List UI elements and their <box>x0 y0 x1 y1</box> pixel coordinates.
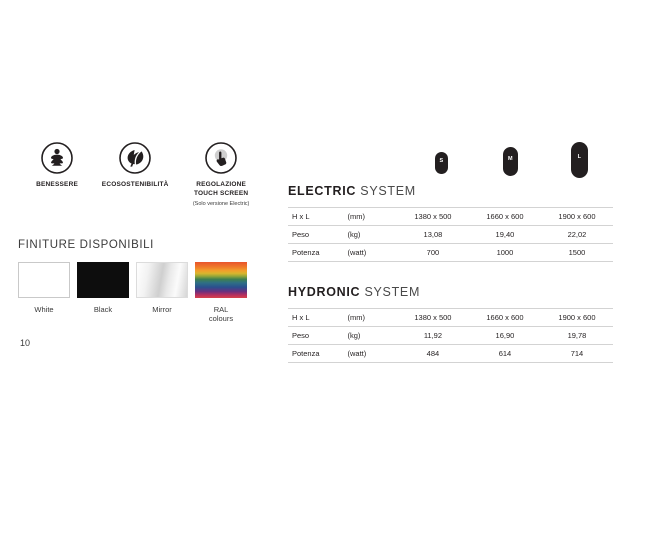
size-pill-l <box>571 142 588 178</box>
hydronic-system-title-suffix: SYSTEM <box>364 285 421 299</box>
table-row <box>288 208 613 226</box>
electric-row2-value-l: 1500 <box>541 244 613 262</box>
feature-touch-label-line2: TOUCH SCREEN <box>193 189 249 197</box>
right-column <box>288 140 613 363</box>
hydronic-row2-value-l: 714 <box>541 345 613 363</box>
hydronic-row0-value-l: 1900 x 600 <box>541 309 613 327</box>
finishes-swatch-row <box>18 262 268 325</box>
feature-wellness <box>18 140 96 190</box>
electric-system-title-suffix: SYSTEM <box>360 184 416 198</box>
hydronic-row0-label: H x L <box>288 309 347 327</box>
left-column <box>18 140 268 324</box>
electric-row1-value-l: 22,02 <box>541 226 613 244</box>
hydronic-row1-value-l: 19,78 <box>541 327 613 345</box>
touch-screen-icon <box>174 140 268 176</box>
feature-icon-row <box>18 140 268 207</box>
swatch-cell-mirror <box>136 262 188 325</box>
table-row <box>288 309 613 327</box>
feature-eco <box>96 140 174 190</box>
feature-wellness-label: BENESSERE <box>36 181 79 188</box>
hydronic-row0-value-m: 1660 x 600 <box>469 309 541 327</box>
hydronic-row0-unit: (mm) <box>347 309 396 327</box>
hydronic-row2-value-s: 484 <box>397 345 469 363</box>
hydronic-row1-value-s: 11,92 <box>397 327 469 345</box>
white-swatch-caption: White <box>34 304 54 314</box>
hydronic-row1-unit: (kg) <box>347 327 396 345</box>
mirror-swatch <box>136 262 188 298</box>
section-gap <box>288 262 613 285</box>
electric-row1-label: Peso <box>288 226 347 244</box>
black-swatch <box>77 262 129 298</box>
table-row <box>288 345 613 363</box>
electric-row2-value-m: 1000 <box>469 244 541 262</box>
size-pill-s <box>435 152 448 174</box>
size-pill-l-label: L <box>577 154 582 160</box>
table-row <box>288 226 613 244</box>
hydronic-row1-value-m: 16,90 <box>469 327 541 345</box>
ral-swatch-caption-line2: colours <box>208 314 234 324</box>
swatch-cell-black <box>77 262 129 325</box>
feature-touch-screen <box>174 140 268 207</box>
electric-row0-value-s: 1380 x 500 <box>397 208 469 226</box>
table-row <box>288 327 613 345</box>
hydronic-row2-value-m: 614 <box>469 345 541 363</box>
hydronic-row2-unit: (watt) <box>347 345 396 363</box>
swatch-cell-ral <box>195 262 247 325</box>
hydronic-row0-value-s: 1380 x 500 <box>397 309 469 327</box>
electric-spec-table <box>288 207 613 262</box>
white-swatch <box>18 262 70 298</box>
size-pill-m <box>503 147 518 176</box>
hydronic-system-title-bold: HYDRONIC <box>288 285 361 299</box>
black-swatch-caption: Black <box>93 304 113 314</box>
electric-row2-label: Potenza <box>288 244 347 262</box>
feature-eco-label: ECOSOSTENIBILITÀ <box>101 181 169 188</box>
table-row <box>288 244 613 262</box>
electric-row1-unit: (kg) <box>347 226 396 244</box>
ral-swatch-caption-line1: RAL <box>213 304 229 314</box>
size-pill-m-label: M <box>508 156 513 162</box>
hydronic-spec-table <box>288 308 613 363</box>
mirror-swatch-caption: Mirror <box>152 304 172 314</box>
hydronic-system-title <box>288 285 613 299</box>
page-number: 10 <box>20 338 31 348</box>
swatch-cell-white <box>18 262 70 325</box>
ral-swatch <box>195 262 247 298</box>
electric-row1-value-s: 13,08 <box>397 226 469 244</box>
electric-row0-value-l: 1900 x 600 <box>541 208 613 226</box>
wellness-icon <box>18 140 96 176</box>
electric-system-title-bold: ELECTRIC <box>288 184 357 198</box>
hydronic-row1-label: Peso <box>288 327 347 345</box>
eco-sustainability-icon <box>96 140 174 176</box>
feature-touch-note: (Solo versione Electric) <box>192 200 250 207</box>
electric-row2-unit: (watt) <box>347 244 396 262</box>
electric-system-title <box>288 184 613 198</box>
electric-row0-label: H x L <box>288 208 347 226</box>
size-pill-s-label: S <box>439 158 444 164</box>
electric-row0-value-m: 1660 x 600 <box>469 208 541 226</box>
feature-touch-label-line1: REGOLAZIONE <box>196 181 247 188</box>
finishes-title: FINITURE DISPONIBILI <box>18 238 154 251</box>
electric-row2-value-s: 700 <box>397 244 469 262</box>
electric-row0-unit: (mm) <box>347 208 396 226</box>
electric-row1-value-m: 19,40 <box>469 226 541 244</box>
size-pill-row <box>288 140 613 184</box>
hydronic-row2-label: Potenza <box>288 345 347 363</box>
